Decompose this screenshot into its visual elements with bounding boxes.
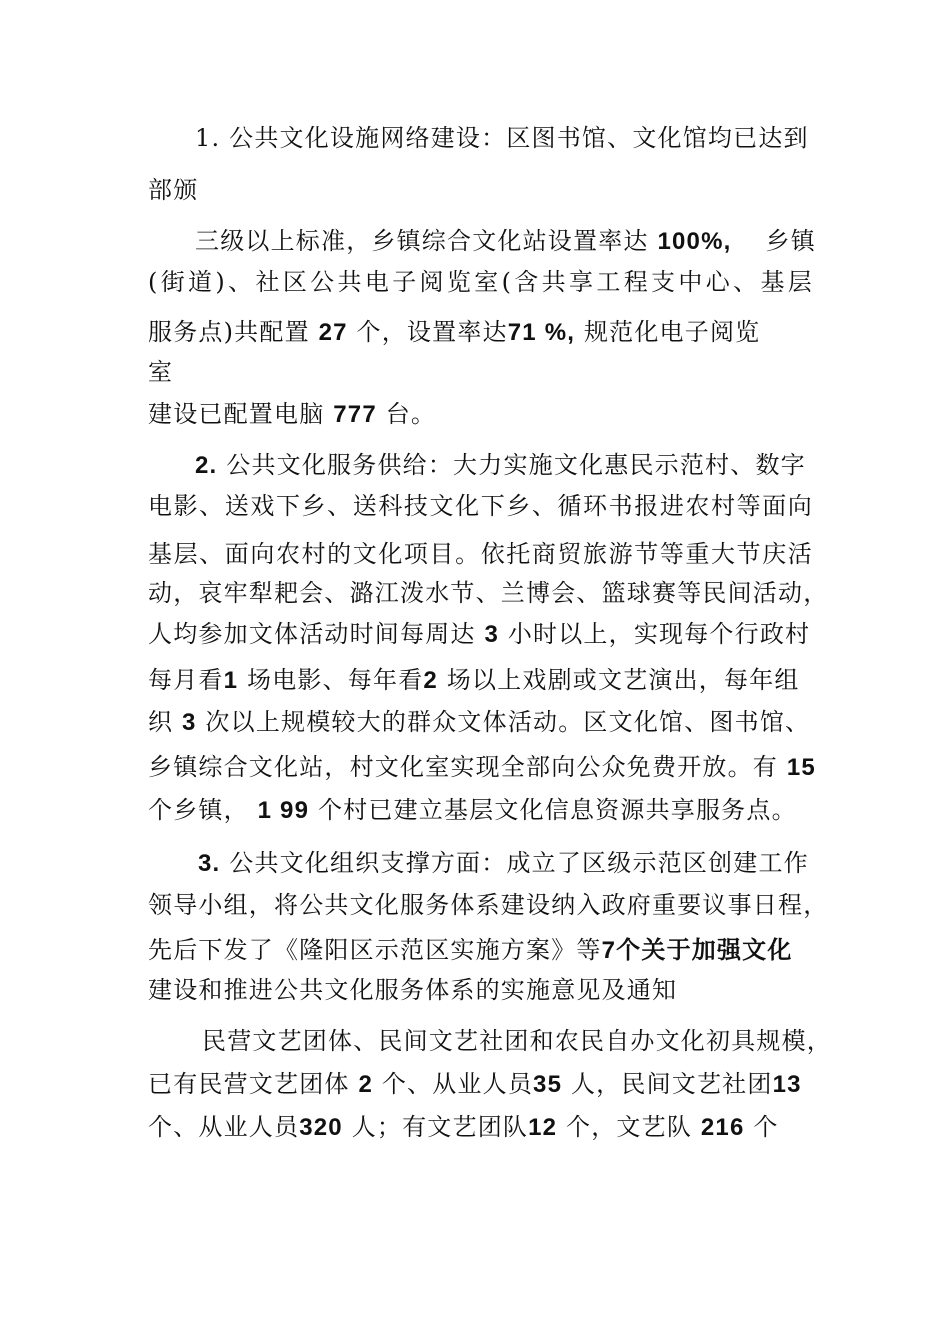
bold-text-segment: 3. — [198, 850, 221, 877]
text-line — [148, 934, 813, 967]
text-segment: 织 — [148, 708, 183, 736]
bold-text-segment: 2 — [423, 667, 438, 694]
text-segment: 场电影、每年看 — [238, 666, 424, 694]
text-line — [202, 1025, 832, 1057]
text-segment: 次以上规模较大的群众文体活动。区文化馆、图书馆、 — [196, 708, 811, 736]
text-line — [148, 490, 813, 522]
bold-text-segment: 15 — [786, 754, 816, 781]
text-line — [148, 706, 813, 739]
text-line — [148, 538, 813, 570]
bold-text-segment: 777 — [333, 401, 377, 428]
bold-text-segment: 3 — [484, 621, 499, 648]
text-segment: 个 — [744, 1113, 779, 1141]
text-line — [195, 449, 813, 482]
text-line — [148, 316, 813, 349]
text-segment: 人均参加文体活动时间每周达 — [148, 620, 485, 648]
text-line — [148, 974, 813, 1006]
text-line — [148, 266, 813, 298]
text-line — [148, 1068, 813, 1101]
text-line — [195, 122, 813, 154]
text-segment: 服务点)共配置 — [148, 318, 319, 346]
bold-text-segment: 12 — [528, 1114, 558, 1141]
bold-text-segment: 35 — [533, 1071, 563, 1098]
text-segment: 基层、面向农村的文化项目。依托商贸旅游节等重大节庆活 — [148, 540, 813, 568]
bold-text-segment: 3 — [182, 709, 197, 736]
text-line — [148, 794, 813, 827]
bold-text-segment: 2 — [358, 1071, 373, 1098]
text-segment: 公共文化组织支撑方面：成立了区级示范区创建工作 — [220, 849, 809, 877]
text-segment: 乡镇 — [731, 227, 816, 255]
bold-text-segment: 100%, — [657, 228, 732, 255]
text-segment: 已有民营文艺团体 — [148, 1070, 359, 1098]
text-segment: 个乡镇， — [148, 796, 258, 824]
bold-text-segment: 个关于加强文化 — [616, 937, 793, 964]
text-segment: 规范化电子阅览 — [575, 318, 761, 346]
bold-text-segment: 320 — [299, 1114, 343, 1141]
text-segment: 先后下发了《隆阳区示范区实施方案》等 — [148, 936, 602, 964]
bold-text-segment: 27 — [318, 319, 348, 346]
bold-text-segment: 1 — [223, 667, 239, 694]
text-segment: 个、从业人员 — [373, 1070, 534, 1098]
text-line — [198, 847, 813, 880]
text-line — [148, 664, 813, 697]
text-line — [148, 889, 829, 921]
text-segment: 领导小组，将公共文化服务体系建设纳入政府重要议事日程， — [148, 891, 829, 919]
text-line — [148, 174, 813, 206]
text-segment: 建设和推进公共文化服务体系的实施意见及通知 — [148, 976, 678, 1004]
text-segment: 三级以上标准，乡镇综合文化站设置率达 — [195, 227, 658, 255]
text-line — [195, 225, 816, 258]
text-segment: 1. 公共文化设施网络建设：区图书馆、文化馆均已达到 — [195, 124, 809, 152]
text-segment: 乡镇综合文化站，村文化室实现全部向公众免费开放。有 — [148, 753, 787, 781]
bold-text-segment: 7 — [601, 937, 617, 964]
bold-text-segment: 216 — [700, 1114, 745, 1141]
text-segment: 每月看 — [148, 666, 224, 694]
text-segment: 公共文化服务供给：大力实施文化惠民示范村、数字 — [217, 451, 806, 479]
text-segment: 个，文艺队 — [557, 1113, 701, 1141]
bold-text-segment: 13 — [772, 1071, 802, 1098]
text-segment: 部颁 — [148, 176, 199, 204]
bold-text-segment: 71 %, — [507, 319, 576, 346]
text-line — [148, 618, 813, 651]
text-segment: 个、从业人员 — [148, 1113, 300, 1141]
text-segment: 台。 — [376, 400, 437, 428]
text-segment: 建设已配置电脑 — [148, 400, 334, 428]
text-line — [148, 577, 829, 609]
text-segment: 人，民间文艺社团 — [562, 1070, 773, 1098]
text-segment: 民营文艺团体、民间文艺社团和农民自办文化初具规模， — [202, 1027, 832, 1055]
text-segment: 个村已建立基层文化信息资源共享服务点。 — [309, 796, 797, 824]
text-segment: 小时以上，实现每个行政村 — [499, 620, 811, 648]
text-segment: (街道)、社区公共电子阅览室(含共享工程支中心、基层 — [148, 268, 813, 296]
text-line — [148, 751, 816, 784]
text-segment: 动，哀牢犁耙会、潞江泼水节、兰博会、篮球赛等民间活动， — [148, 579, 829, 607]
text-segment: 电影、送戏下乡、送科技文化下乡、循环书报进农村等面向 — [148, 492, 813, 520]
text-line — [148, 398, 813, 431]
text-segment: 室 — [148, 358, 174, 386]
text-line — [148, 1111, 813, 1144]
text-line — [148, 356, 813, 388]
text-segment: 场以上戏剧或文艺演出，每年组 — [437, 666, 800, 694]
text-segment: 人；有文艺团队 — [342, 1113, 529, 1141]
bold-text-segment: 1 99 — [257, 797, 310, 824]
bold-text-segment: 2. — [195, 452, 218, 479]
text-segment: 个，设置率达 — [347, 318, 508, 346]
